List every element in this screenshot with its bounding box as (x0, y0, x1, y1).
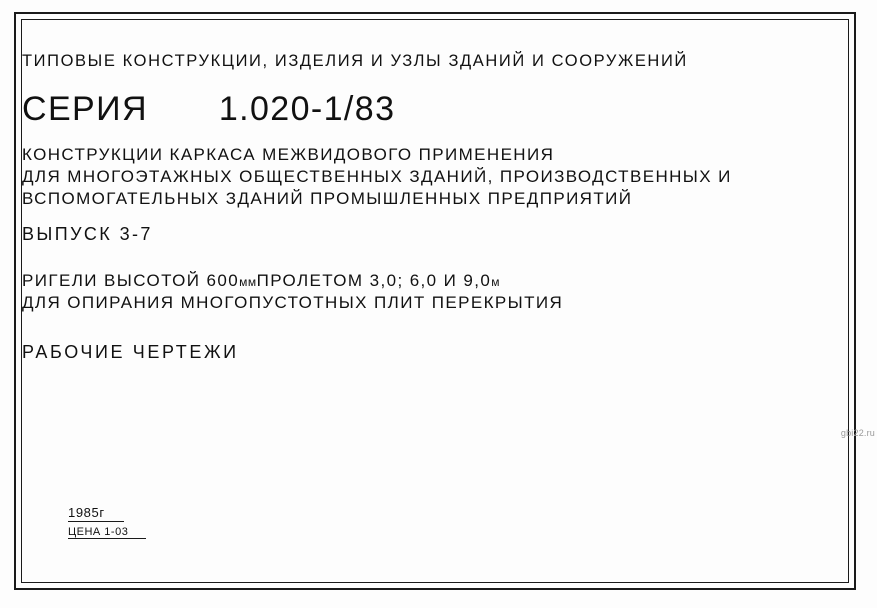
stamp-price: ЦЕНА 1-03 (68, 525, 146, 539)
description-block (22, 142, 848, 212)
doc-type-line: РАБОЧИЕ ЧЕРТЕЖИ (22, 342, 239, 362)
stamp-year: 1985г (68, 505, 124, 522)
subject-line-2: ДЛЯ ОПИРАНИЯ МНОГОПУСТОТНЫХ ПЛИТ ПЕРЕКРЫТИЯ (22, 292, 564, 312)
drawing-frame-inner (21, 19, 849, 583)
series-number: 1.020-1/83 (218, 90, 396, 128)
description-line-1: КОНСТРУКЦИИ КАРКАСА МЕЖВИДОВОГО ПРИМЕНЕНИЯ (22, 145, 555, 164)
drawing-frame-outer (14, 12, 856, 590)
bottom-left-stamp (68, 504, 158, 540)
subject-block (22, 268, 848, 316)
subject-line-1-unit-m: м (491, 275, 500, 289)
document-header-line: ТИПОВЫЕ КОНСТРУКЦИИ, ИЗДЕЛИЯ И УЗЛЫ ЗДАНИЙ И СООРУЖЕНИЙ (22, 52, 688, 70)
description-line-2: ДЛЯ МНОГОЭТАЖНЫХ ОБЩЕСТВЕННЫХ ЗДАНИЙ, ПРОИЗВОДСТВЕННЫХ И (22, 166, 732, 186)
subject-line-1-unit-mm: мм (239, 275, 257, 289)
description-line-3: ВСПОМОГАТЕЛЬНЫХ ЗДАНИЙ ПРОМЫШЛЕННЫХ ПРЕДПРИЯТИЙ (22, 188, 633, 208)
series-label: СЕРИЯ (22, 90, 148, 128)
series-title-row (22, 90, 848, 129)
issue-line: ВЫПУСК 3-7 (22, 224, 153, 244)
subject-line-1-middle: ПРОЛЕТОМ 3,0; 6,0 И 9,0 (256, 271, 492, 290)
subject-line-1-prefix: РИГЕЛИ ВЫСОТОЙ 600 (22, 271, 240, 290)
subject-line-1 (22, 272, 848, 290)
watermark-label: gbi22.ru (840, 428, 875, 438)
